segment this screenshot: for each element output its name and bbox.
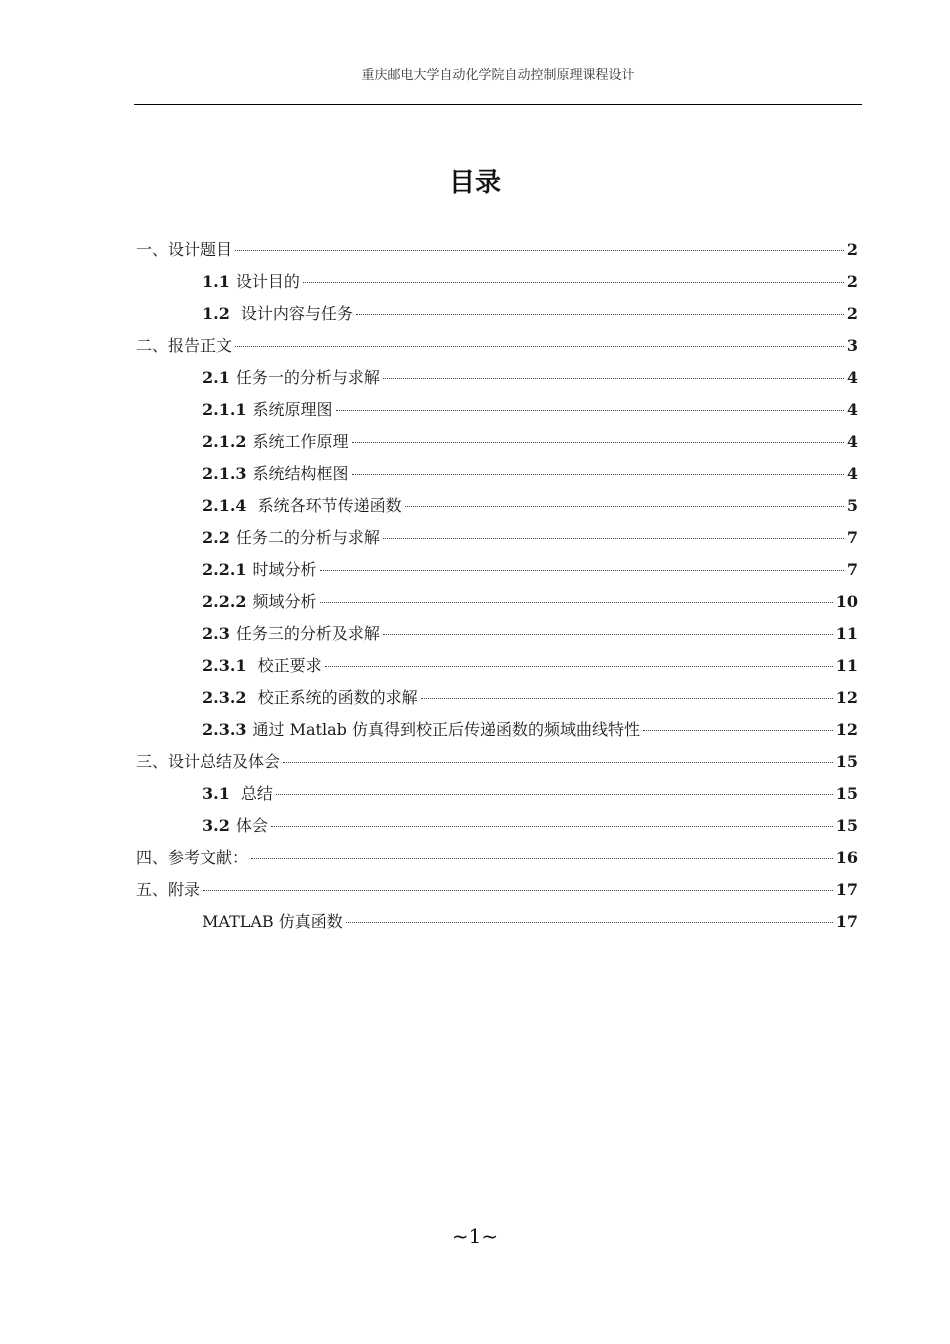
toc-entry-number: 2.1.4	[202, 496, 247, 515]
toc-entry-page: 2	[846, 272, 858, 291]
toc-entry-text: 系统各环节传递函数	[252, 496, 402, 515]
dot-leader	[383, 634, 833, 635]
dot-leader	[352, 474, 844, 475]
toc-entry-number: 2.1	[202, 368, 230, 387]
toc-entry-text: 通过 Matlab 仿真得到校正后传递函数的频域曲线特性	[252, 720, 640, 739]
running-header: 重庆邮电大学自动化学院自动控制原理课程设计	[361, 68, 635, 83]
toc-entry-page: 2	[846, 304, 858, 323]
page-number: ~1~	[451, 1224, 499, 1248]
toc-entry-text: 总结	[235, 784, 273, 803]
toc-entry-label	[136, 746, 280, 778]
toc-entry-page: 7	[846, 528, 858, 547]
toc-entry-text: 二、报告正文	[136, 336, 233, 355]
header-rule	[134, 104, 862, 105]
toc-entry[interactable]	[136, 234, 858, 266]
toc-entry-label	[202, 362, 380, 394]
toc-entry-label	[136, 330, 232, 362]
dot-leader	[336, 410, 844, 411]
toc-entry-page: 4	[846, 432, 858, 451]
toc-entry-text: 五、附录	[136, 880, 201, 899]
toc-entry-page: 15	[835, 784, 858, 803]
toc-entry[interactable]	[136, 458, 858, 490]
toc-entry[interactable]	[136, 298, 858, 330]
dot-leader	[271, 826, 833, 827]
toc-entry[interactable]	[136, 842, 858, 874]
toc-entry-page: 12	[835, 720, 858, 739]
toc-entry-text: 三、设计总结及体会	[136, 752, 281, 771]
toc-entry-number: 2.1.3	[202, 464, 247, 483]
toc-entry-label	[202, 298, 353, 330]
table-of-contents	[136, 234, 858, 938]
dot-leader	[303, 282, 844, 283]
toc-entry-number: 2.3.3	[202, 720, 247, 739]
toc-entry-number: 2.3	[202, 624, 230, 643]
toc-entry-text: MATLAB 仿真函数	[202, 912, 343, 931]
toc-entry-label	[202, 618, 380, 650]
toc-entry-label	[136, 234, 232, 266]
dot-leader	[383, 378, 844, 379]
toc-entry-page: 17	[835, 912, 858, 931]
toc-entry-page: 5	[846, 496, 858, 515]
toc-entry[interactable]	[136, 490, 858, 522]
toc-entry-label	[202, 714, 640, 746]
toc-entry-label	[202, 554, 317, 586]
dot-leader	[325, 666, 833, 667]
toc-entry-label	[202, 266, 300, 298]
toc-entry-page: 7	[846, 560, 858, 579]
toc-entry[interactable]	[136, 426, 858, 458]
toc-entry[interactable]	[136, 266, 858, 298]
toc-entry-text: 体会	[235, 816, 268, 835]
dot-leader	[405, 506, 844, 507]
toc-entry-page: 4	[846, 400, 858, 419]
toc-entry-label	[202, 682, 418, 714]
dot-leader	[383, 538, 844, 539]
toc-entry-text: 一、设计题目	[136, 240, 233, 259]
toc-entry-text: 时域分析	[252, 560, 317, 579]
toc-entry[interactable]	[136, 874, 858, 906]
toc-entry[interactable]	[136, 714, 858, 746]
toc-entry-number: 1.1	[202, 272, 230, 291]
dot-leader	[203, 890, 833, 891]
toc-entry[interactable]	[136, 778, 858, 810]
dot-leader	[421, 698, 833, 699]
dot-leader	[276, 794, 833, 795]
toc-entry[interactable]	[136, 810, 858, 842]
toc-entry[interactable]	[136, 650, 858, 682]
toc-entry-page: 11	[835, 624, 858, 643]
toc-entry-number: 3.2	[202, 816, 230, 835]
toc-entry-label	[202, 522, 380, 554]
toc-entry-text: 频域分析	[252, 592, 317, 611]
dot-leader	[283, 762, 833, 763]
toc-entry-number: 3.1	[202, 784, 230, 803]
toc-entry-number: 2.2.2	[202, 592, 247, 611]
dot-leader	[251, 858, 833, 859]
dot-leader	[320, 570, 844, 571]
toc-entry-page: 10	[835, 592, 858, 611]
dot-leader	[356, 314, 844, 315]
toc-entry[interactable]	[136, 586, 858, 618]
dot-leader	[352, 442, 844, 443]
toc-entry-label	[202, 586, 317, 618]
toc-entry[interactable]	[136, 522, 858, 554]
dot-leader	[320, 602, 833, 603]
toc-entry-text: 任务三的分析及求解	[235, 624, 380, 643]
toc-entry[interactable]	[136, 330, 858, 362]
toc-entry-label	[202, 810, 268, 842]
toc-entry-page: 4	[846, 464, 858, 483]
toc-entry[interactable]	[136, 394, 858, 426]
toc-entry-text: 设计目的	[235, 272, 300, 291]
toc-entry-label	[202, 906, 343, 938]
dot-leader	[235, 346, 844, 347]
toc-entry-text: 校正系统的函数的求解	[252, 688, 418, 707]
toc-entry-page: 11	[835, 656, 858, 675]
toc-entry-label	[136, 874, 200, 906]
toc-entry-text: 系统结构框图	[252, 464, 349, 483]
dot-leader	[643, 730, 833, 731]
toc-entry-page: 12	[835, 688, 858, 707]
toc-entry[interactable]	[136, 906, 858, 938]
toc-entry-page: 4	[846, 368, 858, 387]
toc-entry-page: 3	[846, 336, 858, 355]
toc-entry-number: 2.3.1	[202, 656, 247, 675]
dot-leader	[346, 922, 833, 923]
toc-entry-text: 四、参考文献：	[136, 848, 249, 867]
toc-entry-text: 校正要求	[252, 656, 322, 675]
toc-entry-text: 系统工作原理	[252, 432, 349, 451]
toc-entry-page: 16	[835, 848, 858, 867]
toc-entry-text: 系统原理图	[252, 400, 333, 419]
toc-entry[interactable]	[136, 682, 858, 714]
toc-entry-number: 2.3.2	[202, 688, 247, 707]
toc-entry-label	[202, 394, 333, 426]
toc-entry-page: 15	[835, 816, 858, 835]
toc-entry-number: 2.2	[202, 528, 230, 547]
toc-entry-text: 设计内容与任务	[235, 304, 353, 323]
toc-entry-number: 2.1.1	[202, 400, 247, 419]
toc-entry-page: 17	[835, 880, 858, 899]
toc-entry-number: 2.1.2	[202, 432, 247, 451]
toc-entry-text: 任务二的分析与求解	[235, 528, 380, 547]
toc-title: 目录	[448, 168, 501, 198]
toc-entry[interactable]	[136, 362, 858, 394]
toc-entry[interactable]	[136, 618, 858, 650]
toc-entry-label	[202, 650, 322, 682]
toc-entry-page: 15	[835, 752, 858, 771]
toc-entry[interactable]	[136, 746, 858, 778]
toc-entry-text: 任务一的分析与求解	[235, 368, 380, 387]
toc-entry-label	[202, 458, 349, 490]
toc-entry-label	[136, 842, 248, 874]
toc-entry[interactable]	[136, 554, 858, 586]
dot-leader	[235, 250, 844, 251]
toc-entry-label	[202, 778, 273, 810]
toc-entry-label	[202, 426, 349, 458]
toc-entry-number: 1.2	[202, 304, 230, 323]
toc-entry-page: 2	[846, 240, 858, 259]
toc-entry-number: 2.2.1	[202, 560, 247, 579]
toc-entry-label	[202, 490, 402, 522]
